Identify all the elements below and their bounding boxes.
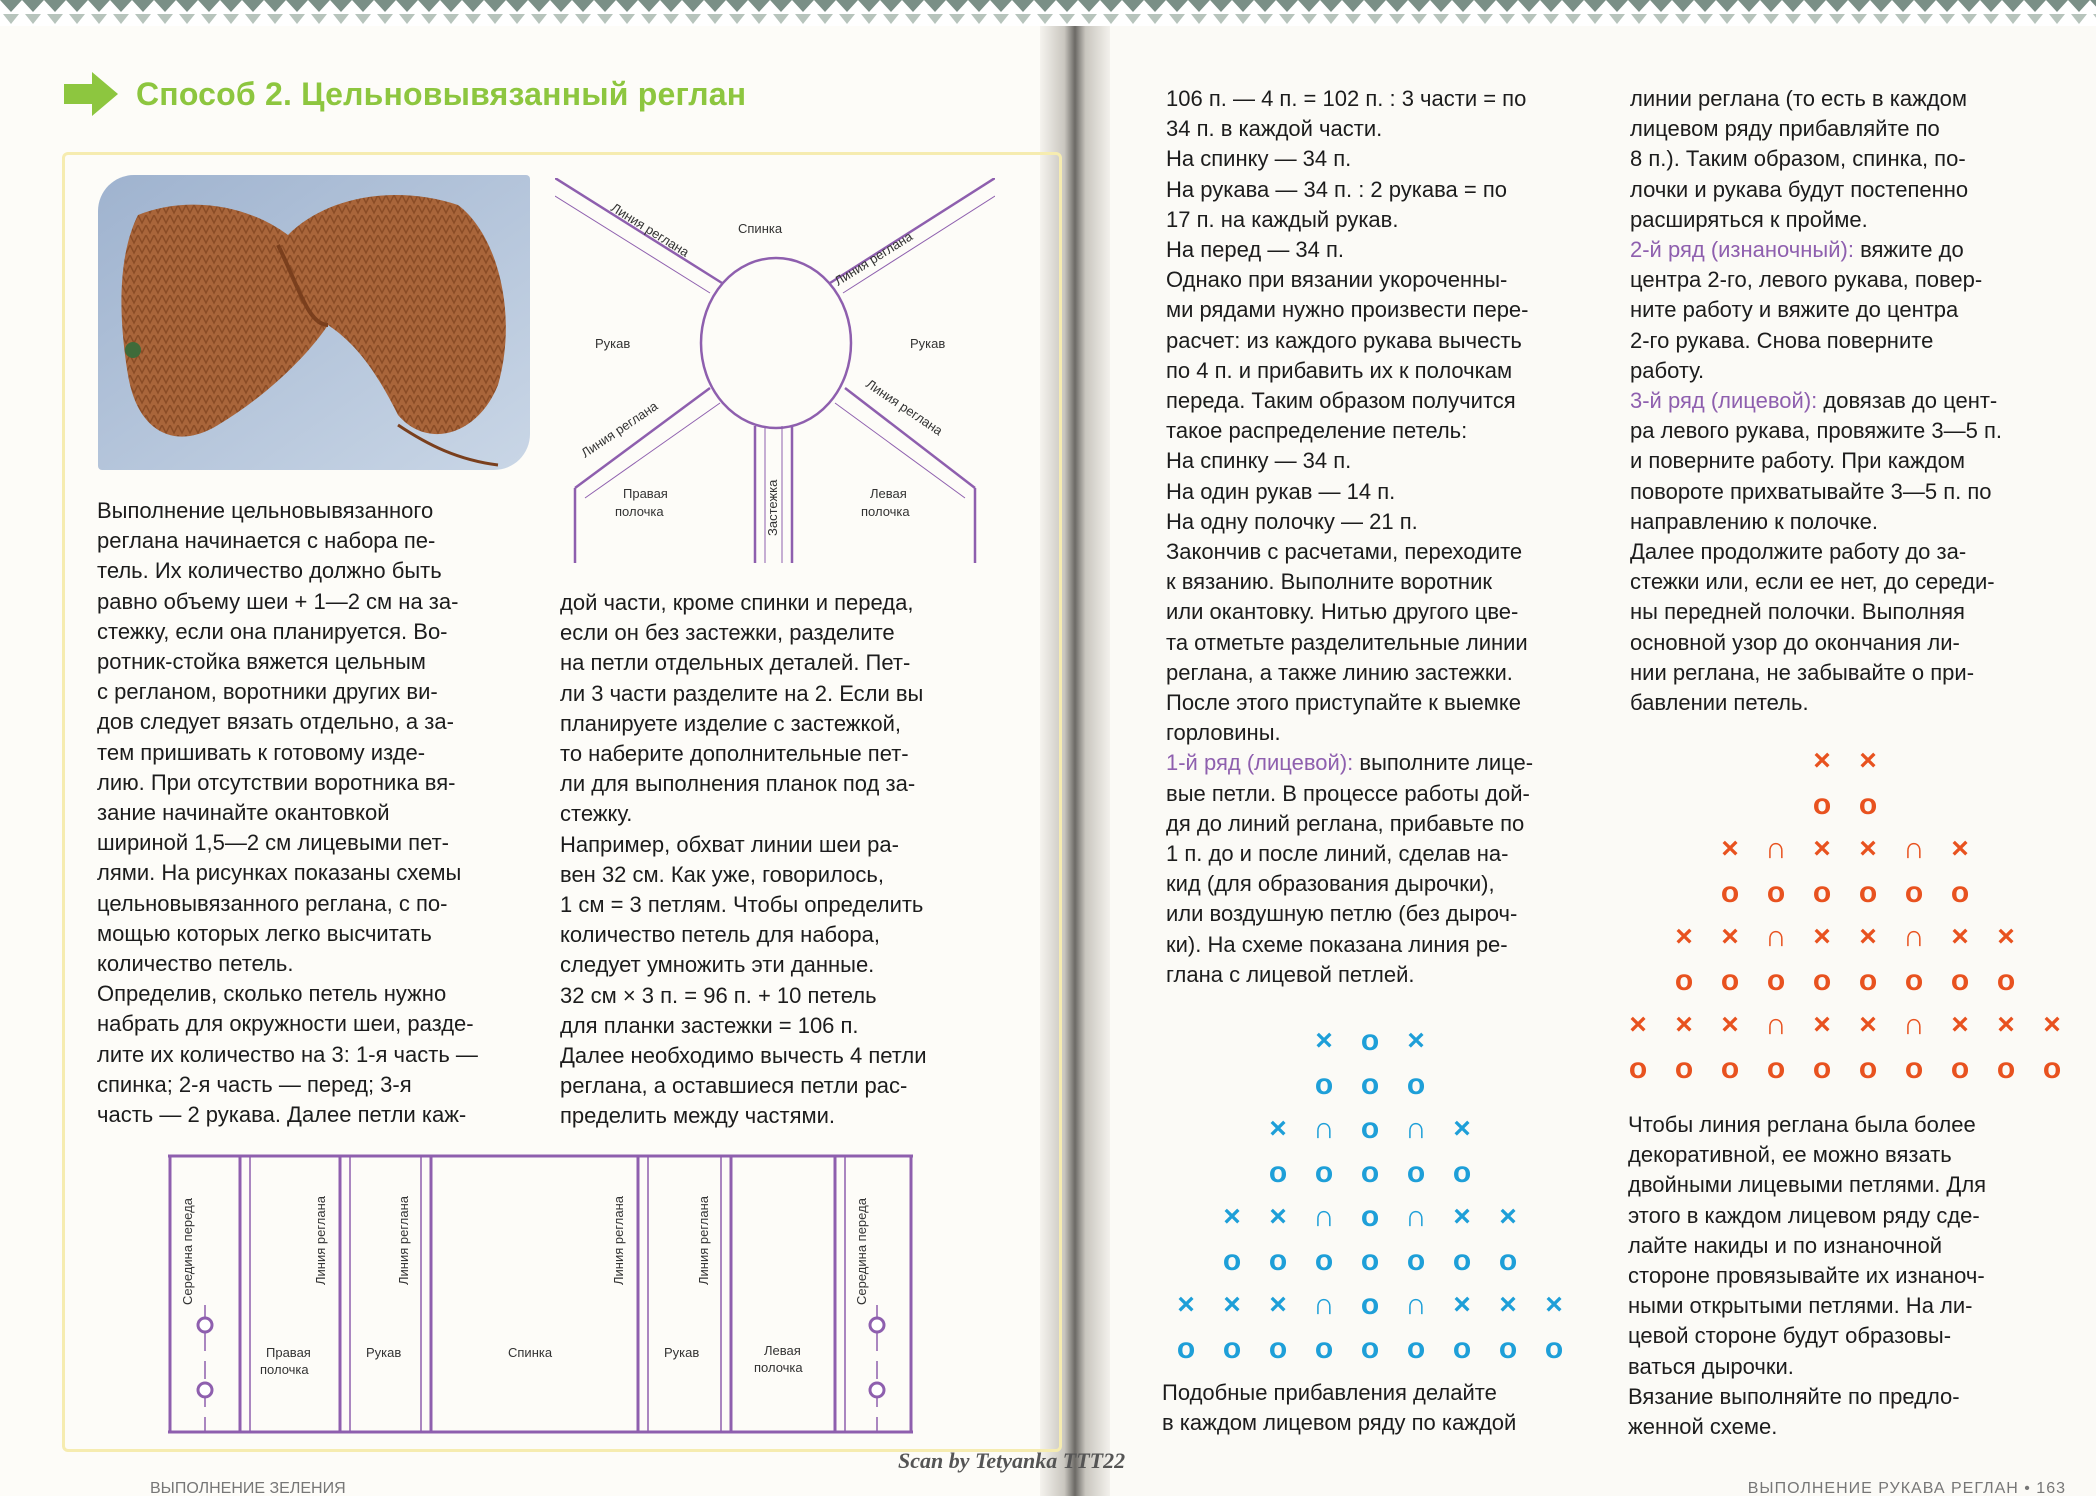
chart-symbol: o [1360, 1244, 1380, 1277]
line: направлению к полочке. [1630, 508, 1878, 534]
line: зание начинайте окантовкой [97, 800, 390, 826]
label-right-front-2: полочка [260, 1362, 309, 1377]
label-back: Спинка [738, 221, 783, 236]
line: часть — 2 рукава. Далее петли каж- [97, 1102, 467, 1128]
chart-symbol: × [1675, 920, 1693, 953]
line: переда. Таким образом получится [1166, 388, 1516, 414]
line: с регланом, воротники других ви- [97, 679, 438, 705]
chart-symbol: ∩ [1903, 1008, 1925, 1041]
chart-symbol: o [1544, 1332, 1564, 1365]
chart-symbol: o [1498, 1244, 1518, 1277]
line: мощью которых легко высчитать [97, 920, 432, 946]
chart-symbol: × [1859, 744, 1877, 777]
chart-symbol: o [1452, 1332, 1472, 1365]
row-3-label: 3-й ряд (лицевой): [1630, 388, 1818, 414]
chart-symbol: ∩ [1313, 1112, 1335, 1145]
line: лайте накиды и по изнаночной [1628, 1232, 1943, 1258]
line: глана с лицевой петлей. [1166, 961, 1415, 987]
line: по 4 п. и прибавить их к полочкам [1166, 357, 1513, 383]
chart-symbol: o [1766, 1052, 1786, 1085]
chart-symbol: × [1813, 920, 1831, 953]
label-raglan-3: Линия реглана [611, 1195, 626, 1285]
chart-symbol: × [1997, 1008, 2015, 1041]
chart-symbol: o [1360, 1112, 1380, 1145]
chart-symbol: ∩ [1765, 920, 1787, 953]
line: На одну полочку — 21 п. [1166, 508, 1418, 534]
chart-symbol: × [1951, 1008, 1969, 1041]
line: 1 п. до и после линий, сделав на- [1166, 841, 1509, 867]
chart-symbol: o [1812, 876, 1832, 909]
line: центра 2-го, левого рукава, повер- [1630, 267, 1983, 293]
chart-symbol: o [1360, 1156, 1380, 1189]
line: равно объему шеи + 1—2 см на за- [97, 588, 459, 614]
chart-symbol: o [1904, 964, 1924, 997]
line: дой части, кроме спинки и переда, [560, 590, 914, 615]
line: повороте прихватывайте 3—5 п. по [1630, 478, 1992, 504]
line: планируете изделие с застежкой, [560, 710, 902, 736]
chart-symbol: o [1314, 1068, 1334, 1101]
text-column-3 [1166, 84, 1612, 990]
line: На рукава — 34 п. : 2 рукава = по [1166, 176, 1507, 202]
chart-symbol: o [1314, 1332, 1334, 1365]
chart-symbol: × [1675, 1008, 1693, 1041]
chart-symbol: o [1268, 1332, 1288, 1365]
line: реглана, а также линию застежки. [1166, 659, 1513, 685]
chart-symbol: ∩ [1313, 1200, 1335, 1233]
label-raglan-2: Линия реглана [396, 1195, 411, 1285]
chart-symbol: o [1812, 1052, 1832, 1085]
line: тем пришивать к готовому изде- [97, 739, 426, 765]
line: тель. Их количество должно быть [97, 558, 442, 584]
chart-symbol: o [1812, 964, 1832, 997]
text-column-4-bottom [1628, 1110, 2068, 1442]
line: 106 п. — 4 п. = 102 п. : 3 части = по [1166, 86, 1527, 111]
line: лите их количество на 3: 1-я часть — [97, 1041, 478, 1067]
line: декоративной, ее можно вязать [1628, 1142, 1952, 1168]
line: двойными лицевыми петлями. Для [1628, 1172, 1987, 1198]
chart-symbol: × [1499, 1288, 1517, 1321]
line [1166, 748, 1612, 778]
line: цельновывязанного реглана, с по- [97, 890, 448, 916]
chart-symbol: o [1858, 788, 1878, 821]
label-front-left-1: Левая [870, 486, 907, 501]
chart-symbol: × [1223, 1288, 1241, 1321]
label-raglan-4: Линия реглана [696, 1195, 711, 1285]
label-back: Спинка [508, 1345, 553, 1360]
chart-symbol: o [1950, 964, 1970, 997]
chart-symbol: ∩ [1903, 920, 1925, 953]
chart-symbol: o [1406, 1332, 1426, 1365]
chart-symbol: × [1453, 1200, 1471, 1233]
chart-symbol: ∩ [1313, 1288, 1335, 1321]
line: ли для выполнения планок под за- [560, 771, 916, 797]
chart-symbol: × [1721, 1008, 1739, 1041]
chart-symbol: × [1813, 744, 1831, 777]
line: Например, обхват линии шеи ра- [560, 831, 899, 857]
line: цевой стороне будут образовы- [1628, 1323, 1952, 1349]
chart-symbol: o [1628, 1052, 1648, 1085]
chart-symbol: o [1406, 1244, 1426, 1277]
line: лочки и рукава будут постепенно [1630, 176, 1969, 202]
line: ваться дырочки. [1628, 1353, 1794, 1379]
line: нии реглана, не забывайте о при- [1630, 659, 1975, 685]
label-sleeve-right: Рукав [910, 336, 946, 351]
chart-symbol: × [1813, 1008, 1831, 1041]
line: расчет: из каждого рукава вычесть [1166, 327, 1522, 353]
knitting-photo [98, 175, 530, 470]
chart-symbol: × [1315, 1024, 1333, 1057]
label-center-front-right: Середина переда [854, 1198, 869, 1305]
line: лями. На рисунках показаны схемы [97, 860, 462, 886]
chart-symbol: o [1858, 1052, 1878, 1085]
label-sleeve-left: Рукав [595, 336, 631, 351]
chart-symbol: o [1452, 1156, 1472, 1189]
section-heading [64, 72, 746, 116]
label-raglan-ll: Линия реглана [578, 398, 661, 461]
line: такое распределение петель: [1166, 418, 1468, 444]
row-3-text: довязав до цент- [1817, 388, 1998, 414]
line: работу. [1630, 357, 1705, 383]
line: Определив, сколько петель нужно [97, 981, 447, 1007]
chart-symbol: o [1360, 1332, 1380, 1365]
label-front-left-2: полочка [861, 504, 910, 519]
text-column-1 [97, 496, 537, 1130]
line: ными открытыми петлями. На ли- [1628, 1293, 1973, 1319]
chart-symbol: o [1498, 1332, 1518, 1365]
line: Далее необходимо вычесть 4 петли [560, 1043, 927, 1069]
line: или воздушную петлю (без дыроч- [1166, 901, 1518, 927]
text-column-2 [560, 588, 1005, 1132]
line: или окантовку. Нитью другого цве- [1166, 599, 1519, 625]
chart-symbol: ∩ [1903, 832, 1925, 865]
line: Далее продолжите работу до за- [1630, 539, 1967, 565]
chart-symbol: × [1813, 832, 1831, 865]
chart-symbol: × [1629, 1008, 1647, 1041]
chart-symbol: o [1812, 788, 1832, 821]
chart-symbol: ∩ [1405, 1112, 1427, 1145]
chart-symbol: o [1720, 964, 1740, 997]
chart-symbol: × [1859, 1008, 1877, 1041]
line: На один рукав — 14 п. [1166, 478, 1396, 504]
chart-symbol: × [1453, 1112, 1471, 1145]
line: Однако при вязании укороченны- [1166, 267, 1508, 293]
arrow-icon [64, 72, 118, 116]
line [1630, 235, 2070, 265]
line: стежки или, если ее нет, до середи- [1630, 569, 1995, 595]
chart-symbol: o [1268, 1244, 1288, 1277]
line: реглана начинается с набора пе- [97, 528, 436, 554]
chart-symbol: × [1499, 1200, 1517, 1233]
line: вен 32 см. Как уже, говорилось, [560, 861, 884, 887]
line: горловины. [1166, 720, 1281, 746]
label-center-front-left: Середина переда [180, 1198, 195, 1305]
chart-symbol: × [1997, 920, 2015, 953]
label-right-front-1: Правая [266, 1345, 311, 1360]
chart-symbol: × [1453, 1288, 1471, 1321]
row-1-label: 1-й ряд (лицевой): [1166, 750, 1354, 776]
chart-symbol: × [1721, 920, 1739, 953]
line: ли 3 части разделите на 2. Если вы [560, 680, 924, 706]
chart-symbol: × [1545, 1288, 1563, 1321]
line [1630, 386, 2070, 416]
line: ротник-стойка вяжется цельным [97, 649, 426, 675]
line: На перед — 34 п. [1166, 237, 1345, 263]
chart-symbol: × [1859, 832, 1877, 865]
chart-symbol: × [1269, 1200, 1287, 1233]
chart-symbol: o [1360, 1288, 1380, 1321]
chart-symbol: o [1452, 1244, 1472, 1277]
scan-credit: Scan by Tetyanka TTT22 [898, 1448, 1126, 1473]
chart-symbol: ∩ [1405, 1288, 1427, 1321]
line: дов следует вязать отдельно, а за- [97, 709, 454, 735]
chart-symbol: o [1674, 964, 1694, 997]
chart-symbol: o [1176, 1332, 1196, 1365]
line: этого в каждом лицевом ряду сде- [1628, 1202, 1980, 1228]
chart-symbol: o [1904, 876, 1924, 909]
running-footer-right: ВЫПОЛНЕНИЕ РУКАВА РЕГЛАН • 163 [1747, 1480, 2066, 1497]
chart-symbol: × [1951, 832, 1969, 865]
line: ра левого рукава, провяжите 3—5 п. [1630, 418, 2002, 444]
line: дя до линий реглана, прибавьте по [1166, 810, 1525, 836]
line: стежку. [560, 801, 633, 827]
line: набрать для окружности шеи, разде- [97, 1011, 474, 1037]
chart-symbol: o [1360, 1024, 1380, 1057]
chart-symbol: × [2043, 1008, 2061, 1041]
line: Закончив с расчетами, переходите [1166, 539, 1523, 565]
label-raglan-ur: Линия реглана [831, 228, 916, 289]
chart-symbol: o [1858, 876, 1878, 909]
chart-symbol: o [1950, 876, 1970, 909]
line: После этого приступайте к выемке [1166, 690, 1522, 716]
chart-symbol: × [1407, 1024, 1425, 1057]
label-fastener: Застежка [765, 479, 780, 536]
line: та отметьте разделительные линии [1166, 629, 1528, 655]
chart-symbol: o [1720, 1052, 1740, 1085]
text-column-4 [1630, 84, 2070, 718]
chart-symbol: o [1996, 964, 2016, 997]
line: ните работу и вяжите до центра [1630, 297, 1959, 323]
top-ornament-border [0, 0, 2096, 26]
line: на петли отдельных деталей. Пет- [560, 650, 911, 676]
chart-symbol: o [1950, 1052, 1970, 1085]
raglan-layout-diagram [168, 1150, 918, 1438]
line: расширяться к пройме. [1630, 206, 1868, 232]
chart-symbol: o [1766, 876, 1786, 909]
line: Выполнение цельновывязанного [97, 498, 434, 523]
label-raglan-ul: Линия реглана [608, 199, 692, 260]
chart-symbol: × [1721, 832, 1739, 865]
line: ны передней полочки. Выполняя [1630, 599, 1965, 625]
section-title: Способ 2. Цельновывязанный реглан [136, 75, 747, 112]
line: линии реглана (то есть в каждом [1630, 86, 1967, 111]
chart-symbol: o [1314, 1244, 1334, 1277]
line: лию. При отсутствии воротника вя- [97, 769, 456, 795]
line: и поверните работу. При каждом [1630, 448, 1965, 474]
label-front-right-1: Правая [623, 486, 668, 501]
chart-symbol: o [1996, 1052, 2016, 1085]
row-1-text: выполните лице- [1353, 750, 1534, 776]
line: 8 п.). Таким образом, спинка, по- [1630, 146, 1966, 172]
label-raglan-lr: Линия реглана [863, 376, 946, 439]
label-sleeve-1: Рукав [366, 1345, 402, 1360]
line: основной узор до окончания ли- [1630, 629, 1960, 655]
chart-symbol: ∩ [1765, 832, 1787, 865]
line: Подобные прибавления делайте [1162, 1380, 1497, 1405]
line: следует умножить эти данные. [560, 952, 875, 978]
line: 17 п. на каждый рукав. [1166, 206, 1399, 232]
chart-symbol: o [1406, 1156, 1426, 1189]
line: ми рядами нужно произвести пере- [1166, 297, 1529, 323]
text-column-3-bottom [1162, 1378, 1602, 1438]
chart-symbol: o [1406, 1068, 1426, 1101]
line: стежку, если она планируется. Во- [97, 618, 448, 644]
line: шириной 1,5—2 см лицевыми пет- [97, 830, 449, 856]
chart-symbol: × [1951, 920, 1969, 953]
chart-symbol: o [2042, 1052, 2062, 1085]
chart-symbol: × [1177, 1288, 1195, 1321]
line: Вязание выполняйте по предло- [1628, 1383, 1960, 1409]
chart-symbol: o [1720, 876, 1740, 909]
chart-symbol: o [1858, 964, 1878, 997]
line: бавлении петель. [1630, 690, 1809, 716]
line: 34 п. в каждой части. [1166, 116, 1383, 142]
line: На спинку — 34 п. [1166, 448, 1352, 474]
label-left-front-1: Левая [764, 1343, 801, 1358]
running-footer-left: ВЫПОЛНЕНИЕ ЗЕЛЕНИЯ [150, 1480, 346, 1497]
chart-symbol: o [1268, 1156, 1288, 1189]
line: женной схеме. [1628, 1414, 1778, 1440]
line: к вязанию. Выполните воротник [1166, 569, 1492, 595]
line: кид (для образования дырочки), [1166, 871, 1495, 897]
label-front-right-2: полочка [615, 504, 664, 519]
line: ки). На схеме показана линия ре- [1166, 931, 1508, 957]
chart-symbol: o [1360, 1068, 1380, 1101]
line: количество петель. [97, 951, 294, 977]
chart-symbol: ∩ [1405, 1200, 1427, 1233]
chart-symbol: o [1360, 1200, 1380, 1233]
row-2-text: вяжите до [1853, 237, 1964, 263]
chart-symbol: × [1269, 1112, 1287, 1145]
label-left-front-2: полочка [754, 1360, 803, 1375]
chart-symbol: × [1269, 1288, 1287, 1321]
chart-symbol: o [1674, 1052, 1694, 1085]
chart-symbol: o [1766, 964, 1786, 997]
line: 2-го рукава. Снова поверните [1630, 327, 1934, 353]
line: стороне провязывайте их изнаноч- [1628, 1263, 1985, 1289]
chart-symbol: o [1222, 1244, 1242, 1277]
line: Чтобы линия реглана была более [1628, 1112, 1976, 1137]
label-sleeve-2: Рукав [664, 1345, 700, 1360]
line: в каждом лицевом ряду по каждой [1162, 1410, 1517, 1436]
line: для планки застежки = 106 п. [560, 1012, 859, 1038]
chart-symbol: ∩ [1765, 1008, 1787, 1041]
row-2-label: 2-й ряд (изнаночный): [1630, 237, 1854, 263]
line: пределить между частями. [560, 1103, 836, 1129]
chart-symbol: o [1222, 1332, 1242, 1365]
line: 1 см = 3 петлям. Чтобы определить [560, 892, 924, 918]
chart-symbol: × [1223, 1200, 1241, 1233]
label-raglan-1: Линия реглана [313, 1195, 328, 1285]
chart-symbol: o [1904, 1052, 1924, 1085]
line: лицевом ряду прибавляйте по [1630, 116, 1940, 142]
line: количество петель для набора, [560, 922, 880, 948]
line: 32 см × 3 п. = 96 п. + 10 петель [560, 982, 877, 1008]
knitting-chart-orange [1625, 740, 2065, 1090]
knitting-chart-blue [1160, 1010, 1580, 1365]
line: то наберите дополнительные пет- [560, 741, 909, 767]
raglan-top-diagram [555, 178, 995, 563]
line: вые петли. В процессе работы дой- [1166, 780, 1530, 806]
line: спинка; 2-я часть — перед; 3-я [97, 1071, 412, 1097]
line: На спинку — 34 п. [1166, 146, 1352, 172]
chart-symbol: o [1314, 1156, 1334, 1189]
line: реглана, а оставшиеся петли рас- [560, 1073, 908, 1099]
chart-symbol: × [1859, 920, 1877, 953]
line: если он без застежки, разделите [560, 620, 895, 646]
